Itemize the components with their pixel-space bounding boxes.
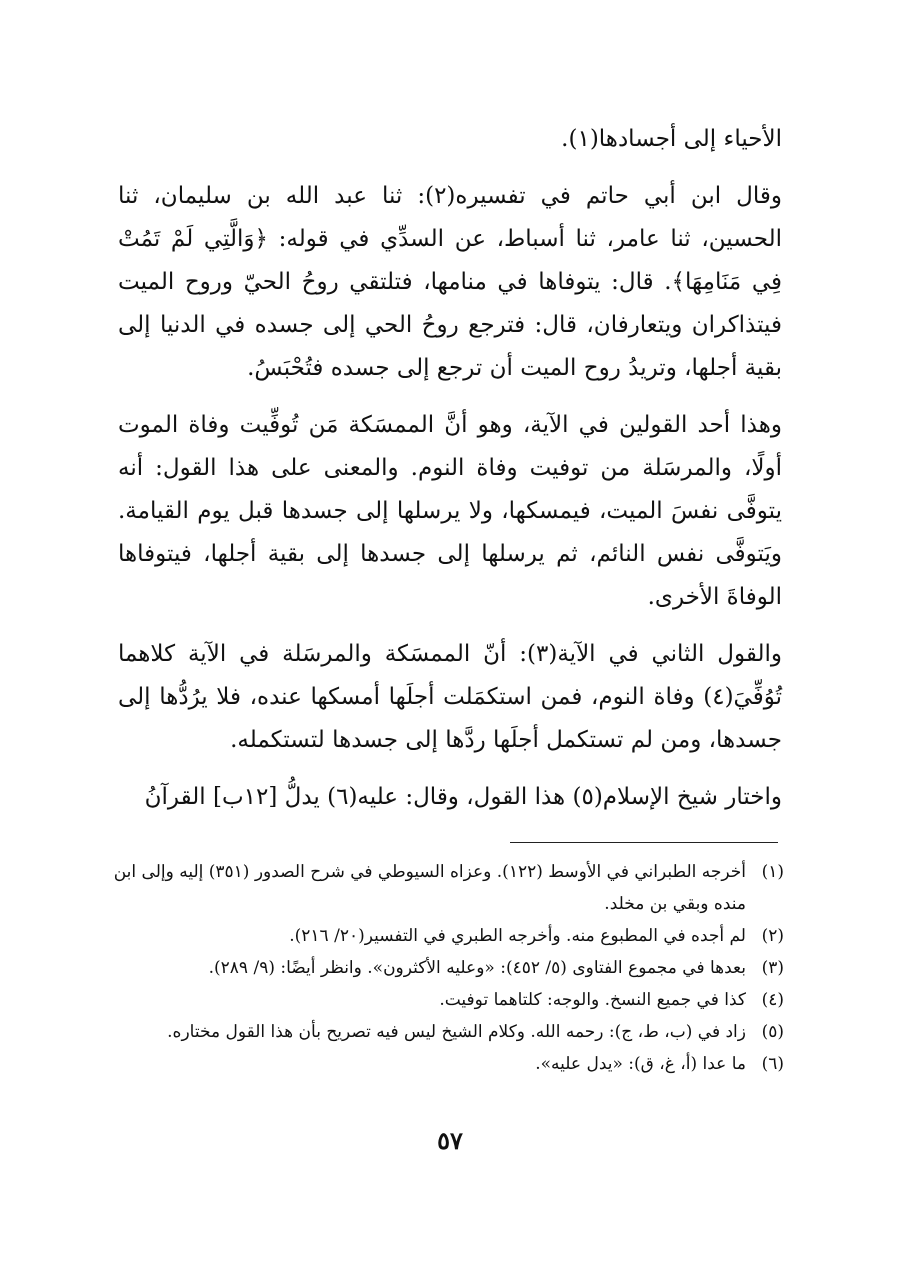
footnote-number: (١) xyxy=(761,862,784,882)
footnote-text: ما عدا (أ، غ، ق): «يدل عليه». xyxy=(535,1054,746,1074)
paragraph-5: واختار شيخ الإسلام(٥) هذا القول، وقال: عليه(٦) يدلُّ [١٢ب] القرآنُ xyxy=(144,784,782,810)
main-text xyxy=(118,118,782,833)
footnote-text: كذا في جميع النسخ. والوجه: كلتاهما توفيت. xyxy=(439,990,746,1010)
footnote-1 xyxy=(112,856,784,920)
footnote-text: أخرجه الطبراني في الأوسط (١٢٢). وعزاه السيوطي في شرح الصدور (٣٥١) إليه وإلى ابن منده وبقي بن مخلد. xyxy=(113,862,746,914)
footnote-number: (٥) xyxy=(761,1022,784,1042)
paragraph-3: وهذا أحد القولين في الآية، وهو أنَّ الممسَكة مَن تُوفِّيت وفاة الموت أولًا، والمرسَلة من توفيت وفاة النوم. والمعنى على هذا القول: أنه يتوفَّى نفسَ الميت، فيمسكها، ولا يرسلها إلى جسدها قبل يوم القيامة. ويَتوفَّى نفس النائم، ثم يرسلها إلى جسدها إلى بقية أجلها، فيتوفاها الوفاةَ الأخرى. xyxy=(118,412,782,610)
footnote-4 xyxy=(112,984,784,1016)
footnote-number: (٢) xyxy=(761,926,784,946)
paragraph-1: الأحياء إلى أجسادها(١). xyxy=(561,126,782,152)
footnote-number: (٦) xyxy=(761,1054,784,1074)
footnote-text: بعدها في مجموع الفتاوى (٥/ ٤٥٢): «وعليه الأكثرون». وانظر أيضًا: (٩/ ٢٨٩). xyxy=(208,958,746,978)
footnote-6 xyxy=(112,1048,784,1080)
footnote-5 xyxy=(112,1016,784,1048)
footnote-text: زاد في (ب، ط، ج): رحمه الله. وكلام الشيخ ليس فيه تصريح بأن هذا القول مختاره. xyxy=(167,1022,746,1042)
paragraph-4: والقول الثاني في الآية(٣): أنّ الممسَكة والمرسَلة في الآية كلاهما تُوُفِّيَ(٤) وفاة النوم، فمن استكمَلت أجلَها أمسكها عنده، فلا يرُدُّها إلى جسدها، ومن لم تستكمل أجلَها ردَّها إلى جسدها لتستكمله. xyxy=(118,641,782,753)
footnote-text: لم أجده في المطبوع منه. وأخرجه الطبري في التفسير(٢٠/ ٢١٦). xyxy=(289,926,746,946)
footnote-number: (٣) xyxy=(761,958,784,978)
footnote-number: (٤) xyxy=(761,990,784,1010)
paragraph-2: وقال ابن أبي حاتم في تفسيره(٢): ثنا عبد الله بن سليمان، ثنا الحسين، ثنا عامر، ثنا أسباط، عن السدِّي في قوله: ﴿وَالَّتِي لَمْ تَمُتْ فِي مَنَامِهَا﴾. قال: يتوفاها في منامها، فتلتقي روحُ الحيّ وروح الميت فيتذاكران ويتعارفان، قال: فترجع روحُ الحي إلى جسده في الدنيا إلى بقية أجلها، وتريدُ روح الميت أن ترجع إلى جسده فتُحْبَسُ. xyxy=(118,183,782,381)
page-number: ٥٧ xyxy=(437,1126,463,1155)
footnote-3 xyxy=(112,952,784,984)
footnotes xyxy=(112,856,784,1080)
footnote-separator xyxy=(510,842,778,843)
footnote-2 xyxy=(112,920,784,952)
